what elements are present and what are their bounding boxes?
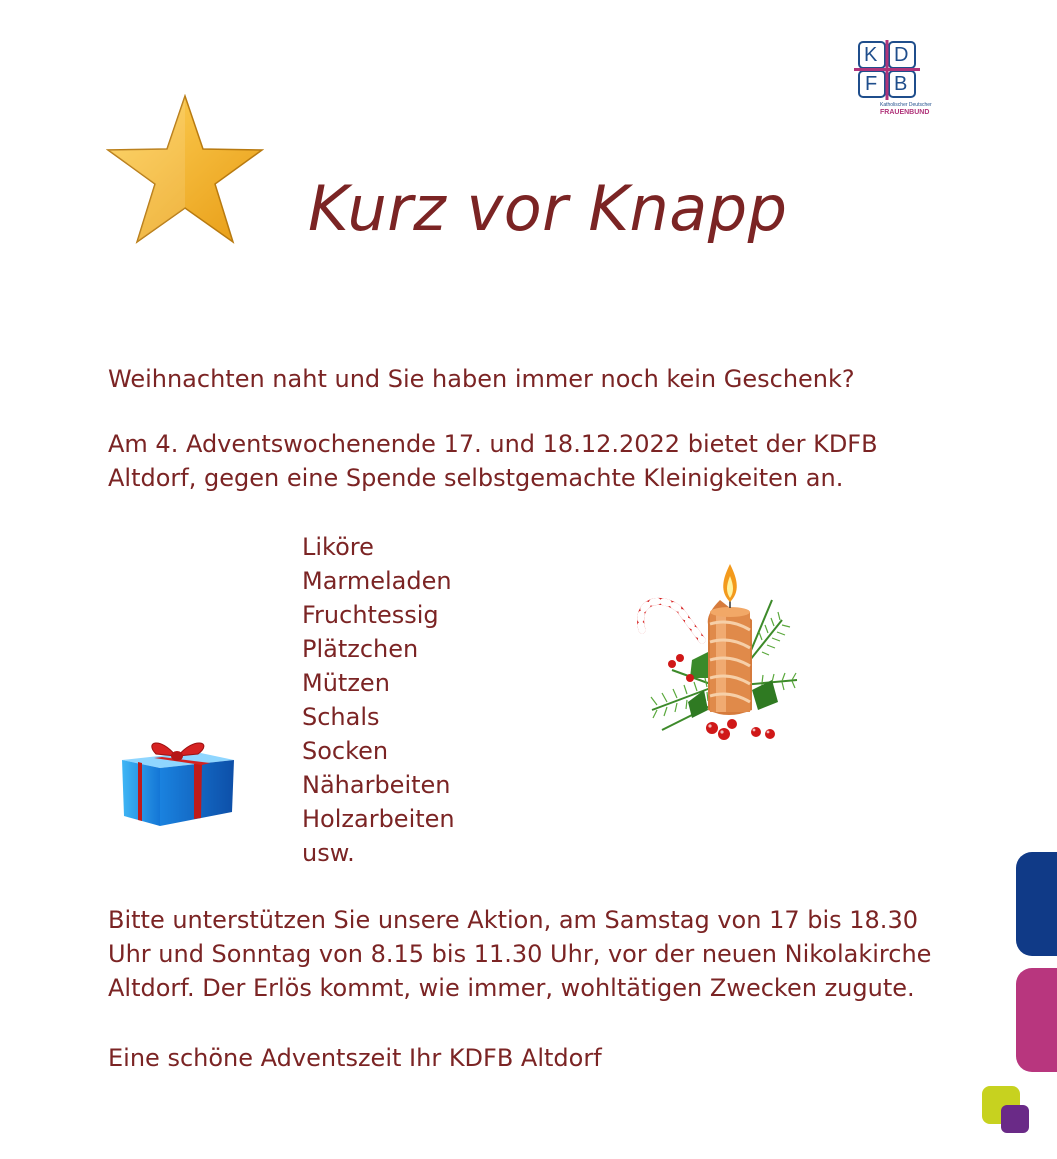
list-item: Marmeladen xyxy=(302,567,452,595)
candle-icon xyxy=(632,560,804,752)
list-item: Holzarbeiten xyxy=(302,805,455,833)
list-item: Plätzchen xyxy=(302,635,419,663)
logo-letter-k: K xyxy=(864,44,878,66)
list-item: Näharbeiten xyxy=(302,771,451,799)
blue-side-tab xyxy=(1016,852,1057,956)
logo-letter-b: B xyxy=(894,73,908,95)
kdfb-logo xyxy=(852,40,936,120)
list-item: Fruchtessig xyxy=(302,601,439,629)
logo-letter-d: D xyxy=(894,44,909,66)
logo-subtitle: Katholischer Deutscher xyxy=(880,102,932,108)
support-line-1: Bitte unterstützen Sie unsere Aktion, am Samstag von 17 bis 18.30 xyxy=(108,906,918,934)
list-item: Mützen xyxy=(302,669,390,697)
item-list xyxy=(302,530,455,870)
list-item: usw. xyxy=(302,839,355,867)
support-text xyxy=(108,903,931,1005)
announcement-text xyxy=(108,427,878,495)
announcement-line-2: Altdorf, gegen eine Spende selbstgemachte Kleinigkeiten an. xyxy=(108,464,844,492)
gift-box-icon xyxy=(114,730,240,830)
support-line-3: Altdorf. Der Erlös kommt, wie immer, wohltätigen Zwecken zugute. xyxy=(108,974,915,1002)
star-icon xyxy=(106,94,264,246)
list-item: Socken xyxy=(302,737,389,765)
page-title: Kurz vor Knapp xyxy=(308,172,788,245)
logo-subtitle-frauenbund: FRAUENBUND xyxy=(880,109,930,116)
intro-text: Weihnachten naht und Sie haben immer noch kein Geschenk? xyxy=(108,365,855,393)
closing-text: Eine schöne Adventszeit Ihr KDFB Altdorf xyxy=(108,1044,602,1072)
list-item: Liköre xyxy=(302,533,374,561)
purple-square xyxy=(1001,1105,1029,1133)
support-line-2: Uhr und Sonntag von 8.15 bis 11.30 Uhr, vor der neuen Nikolakirche xyxy=(108,940,932,968)
announcement-line-1: Am 4. Adventswochenende 17. und 18.12.2022 bietet der KDFB xyxy=(108,430,878,458)
logo-letter-f: F xyxy=(865,73,878,95)
pink-side-tab xyxy=(1016,968,1057,1072)
list-item: Schals xyxy=(302,703,380,731)
